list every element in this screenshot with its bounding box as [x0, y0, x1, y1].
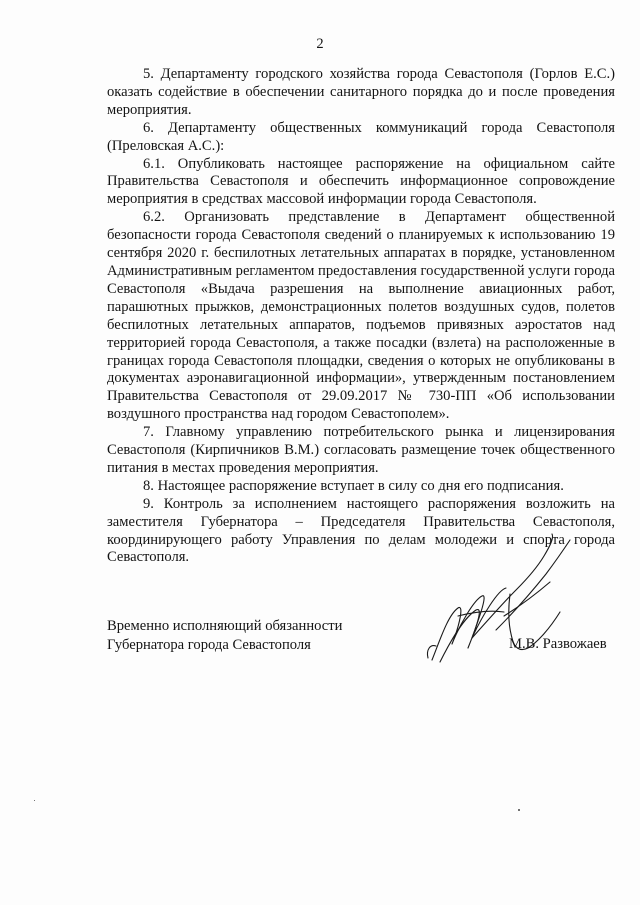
- handwritten-signature: [400, 520, 610, 685]
- paragraph-7: 7. Главному управлению потребительского рынка и лицензирования Севастополя (Кирпичников В.М.) согласовать размещение точек общественного питания в местах проведения мероприятия.: [107, 424, 615, 476]
- scan-speck: [518, 809, 520, 811]
- page-number: 2: [316, 36, 324, 52]
- signatory-title: [107, 617, 342, 655]
- signatory-name: М.В. Развожаев: [509, 636, 607, 652]
- paragraph-8: 8. Настоящее распоряжение вступает в силу со дня его подписания.: [143, 477, 564, 494]
- scan-speck: [34, 800, 35, 801]
- paragraph-5: 5. Департаменту городского хозяйства города Севастополя (Горлов Е.С.) оказать содействие в обеспечении санитарного порядка до и после проведения мероприятия.: [107, 66, 615, 118]
- document-body: [107, 66, 615, 567]
- paragraph-6-2: 6.2. Организовать представление в Департамент общественной безопасности города Севастополя сведений о планируемых к использованию 19 сентября 2020 г. беспилотных летательных аппаратах в порядке, установленном Административным регламентом предоставления государственной услуги города Севастополя «Выдача разрешения на выполнение авиационных работ, парашютных прыжков, демонстрационных полетов воздушных судов, полетов беспилотных летательных аппаратов, подъемов привязных аэростатов над территорией города Севастополя, а также посадки (взлета) на расположенные в границах города Севастополя площадки, сведения о которых не опубликованы в документах аэронавигационной информации», утвержденным постановлением Правительства Севастополя от 29.09.2017 № 730-ПП «Об использовании воздушного пространства над городом Севастополем».: [107, 209, 615, 423]
- signatory-title-line-1: Временно исполняющий обязанности: [107, 618, 343, 634]
- signatory-title-line-2: Губернатора города Севастополя: [107, 637, 311, 653]
- paragraph-6-1: 6.1. Опубликовать настоящее распоряжение на официальном сайте Правительства Севастополя и обеспечить информационное сопровождение мероприятия в средствах массовой информации города Севастополя.: [107, 155, 615, 208]
- paragraph-9: 9. Контроль за исполнением настоящего распоряжения возложить на заместителя Губернатора – Председателя Правительства Севастополя, координирующего работу Управления по делам молодежи и спорта города Севастополя.: [107, 495, 615, 566]
- paragraph-6: 6. Департаменту общественных коммуникаций города Севастополя (Преловская А.С.):: [107, 119, 615, 154]
